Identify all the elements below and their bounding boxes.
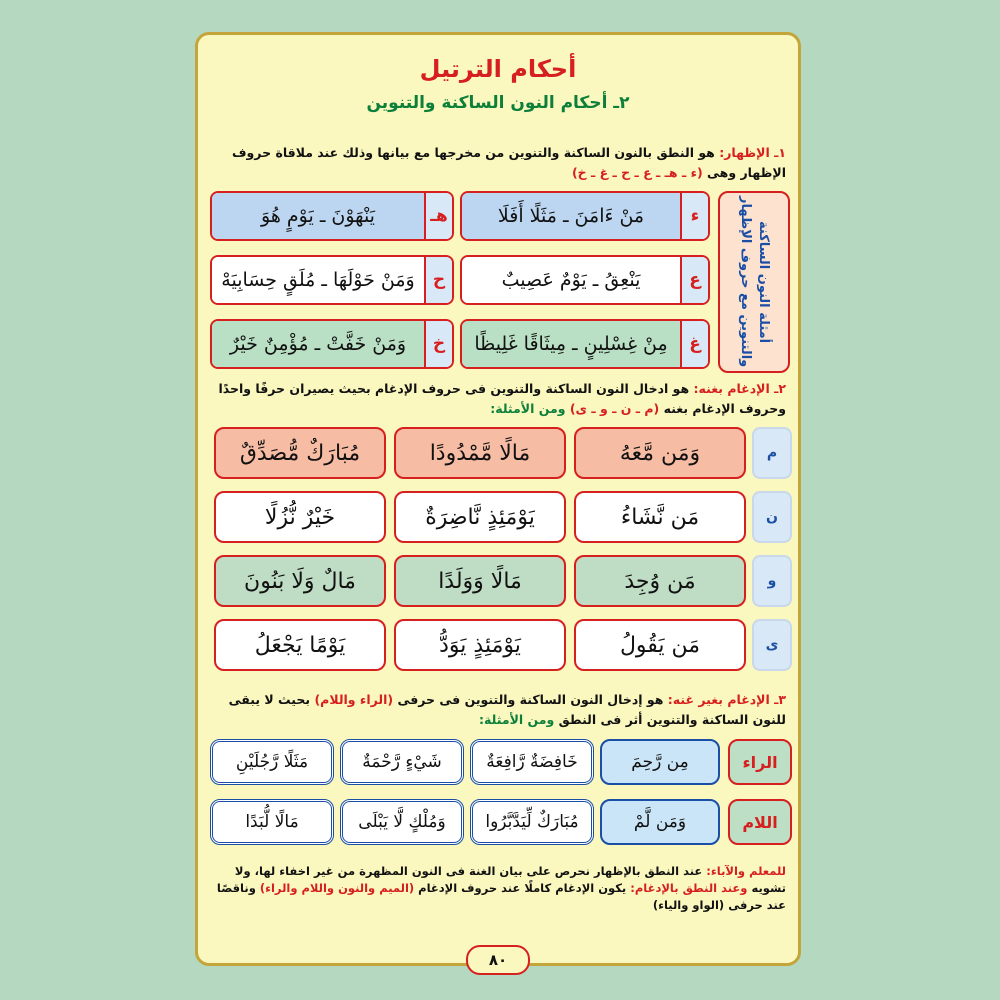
idgham-example: يَوْمًا يَجْعَلُ <box>214 619 386 671</box>
idgham-example: مَن وُجِدَ <box>574 555 746 607</box>
teacher-note-line1: عند النطق بالإظهار نحرص على بيان الغنة فى النون المظهرة من غير اخفاء لها، ولا تشويه <box>234 864 786 895</box>
izhar-cell <box>210 191 454 241</box>
idgham-ghunna-definition <box>212 379 786 419</box>
page-card <box>195 32 801 969</box>
idgham-no-ghunna-row <box>206 799 792 851</box>
idgham-example: خَيْرٌ نُّزُلًا <box>214 491 386 543</box>
teacher-note <box>212 863 786 914</box>
ng-example: مُبَارَكٌ لِّيَدَّبَّرُوا <box>470 799 594 845</box>
izhar-letter: خ <box>424 321 452 367</box>
idgham-example: مُبَارَكٌ مُّصَدِّقٌ <box>214 427 386 479</box>
ng-label: اللام <box>728 799 792 845</box>
izhar-side-label: أمثلة النون الساكنة والتنوين مع حروف الإظهار <box>738 196 771 368</box>
ng-example: خَافِضَةٌ رَّافِعَةٌ <box>470 739 594 785</box>
idgham-letter: و <box>752 555 792 607</box>
izhar-letters: (ء ـ هـ ـ ع ـ ح ـ غ ـ خ) <box>571 165 703 180</box>
ng-example: وَمَن لَّمْ <box>600 799 720 845</box>
idgham-example: يَوْمَئِذٍ يَوَدُّ <box>394 619 566 671</box>
izhar-example: مِنْ غِسْلِينٍ ـ مِيثَاقًا غَلِيظًا <box>462 321 680 367</box>
page-number: ٨٠ <box>466 945 530 975</box>
izhar-letter: ع <box>680 257 708 303</box>
idgham-example: مَالًا وَوَلَدًا <box>394 555 566 607</box>
idgham-row <box>206 555 792 613</box>
ng-label: الراء <box>728 739 792 785</box>
izhar-definition <box>212 143 786 183</box>
izhar-letter: ح <box>424 257 452 303</box>
idgham-ghunna-text: هو ادخال النون الساكنة والتنوين فى حروف الإدغام بحيث يصيران حرفًا واحدًا <box>218 381 690 396</box>
idgham-letter: ن <box>752 491 792 543</box>
idgham-example: مَن يَقُولُ <box>574 619 746 671</box>
ng-example: مَثَلًا رَّجُلَيْنِ <box>210 739 334 785</box>
page-title: أحكام الترتيل <box>419 55 577 83</box>
izhar-example: يَنْهَوْنَ ـ يَوْمٍ هُوَ <box>212 193 424 239</box>
idgham-ghunna-examples-intro: ومن الأمثلة: <box>490 401 566 416</box>
idgham-no-ghunna-definition <box>212 690 786 730</box>
idgham-ghunna-letters-intro: وحروف الإدغام بغنه <box>663 401 786 416</box>
idgham-no-ghunna-examples-intro: ومن الأمثلة: <box>479 712 555 727</box>
izhar-examples <box>210 191 790 381</box>
idgham-row <box>206 619 792 677</box>
izhar-example: يَنْعِقُ ـ يَوْمٌ عَصِيبٌ <box>462 257 680 303</box>
idgham-no-ghunna-label: ٣ـ الإدغام بغير غنه: <box>667 692 786 707</box>
idgham-row <box>206 427 792 485</box>
ng-example: وَمُلْكٍ لَّا يَبْلَى <box>340 799 464 845</box>
ng-example: شَيْءٍ رَّحْمَةٌ <box>340 739 464 785</box>
ng-example: مَالًا لُّبَدًا <box>210 799 334 845</box>
idgham-example: مَالًا مَّمْدُودًا <box>394 427 566 479</box>
teacher-note-line2b: (الميم والنون واللام والراء) <box>259 881 415 895</box>
izhar-cell <box>460 255 710 305</box>
teacher-note-label: للمعلم والآباء: <box>706 864 786 878</box>
izhar-example: وَمَنْ حَوْلَهَا ـ مُلَقٍ حِسَابِيَهْ <box>212 257 424 303</box>
idgham-example: يَوْمَئِذٍ نَّاضِرَةٌ <box>394 491 566 543</box>
idgham-example: وَمَن مَّعَهُ <box>574 427 746 479</box>
idgham-ghunna-letters: (م ـ ن ـ و ـ ى) <box>569 401 660 416</box>
izhar-cell <box>210 255 454 305</box>
izhar-definition-text: هو النطق بالنون الساكنة والتنوين من مخرجها مع بيانها وذلك عند ملاقاة حروف الإظهار <box>232 145 786 180</box>
izhar-letters-intro: وهى <box>707 165 737 180</box>
izhar-label: ١ـ الإظهار: <box>719 145 786 160</box>
izhar-letter: ء <box>680 193 708 239</box>
idgham-no-ghunna-text: هو إدخال النون الساكنة والتنوين فى حرفى <box>397 692 664 707</box>
izhar-cell <box>210 319 454 369</box>
teacher-note-line2a: يكون الإدغام كاملًا عند حروف الإدغام <box>418 881 627 895</box>
idgham-no-ghunna-row <box>206 739 792 791</box>
izhar-letter: غ <box>680 321 708 367</box>
izhar-letter: هـ <box>424 193 452 239</box>
idgham-no-ghunna-letters: (الراء واللام) <box>314 692 394 707</box>
idgham-row <box>206 491 792 549</box>
idgham-example: مَالٌ وَلَا بَنُونَ <box>214 555 386 607</box>
izhar-side-label-box <box>718 191 790 373</box>
izhar-example: مَنْ ءَامَنَ ـ مَثَلًا أَفَلَا <box>462 193 680 239</box>
idgham-letter: م <box>752 427 792 479</box>
izhar-cell <box>460 191 710 241</box>
teacher-note-line2c: وناقصًا عند حرفى (الواو والياء) <box>216 881 786 912</box>
idgham-letter: ى <box>752 619 792 671</box>
teacher-note-label2: وعند النطق بالإدغام: <box>630 881 748 895</box>
idgham-example: مَن نَّشَاءُ <box>574 491 746 543</box>
page-subtitle: ٢ـ أحكام النون الساكنة والتنوين <box>366 93 630 113</box>
idgham-no-ghunna-text-cont: بحيث لا يبقى للنون الساكنة والتنوين أثر فى النطق <box>228 692 786 727</box>
izhar-example: وَمَنْ خَفَّتْ ـ مُؤْمِنٌ خَيْرٌ <box>212 321 424 367</box>
izhar-cell <box>460 319 710 369</box>
idgham-ghunna-label: ٢ـ الإدغام بغنه: <box>693 381 786 396</box>
ng-example: مِن رَّحِمَ <box>600 739 720 785</box>
